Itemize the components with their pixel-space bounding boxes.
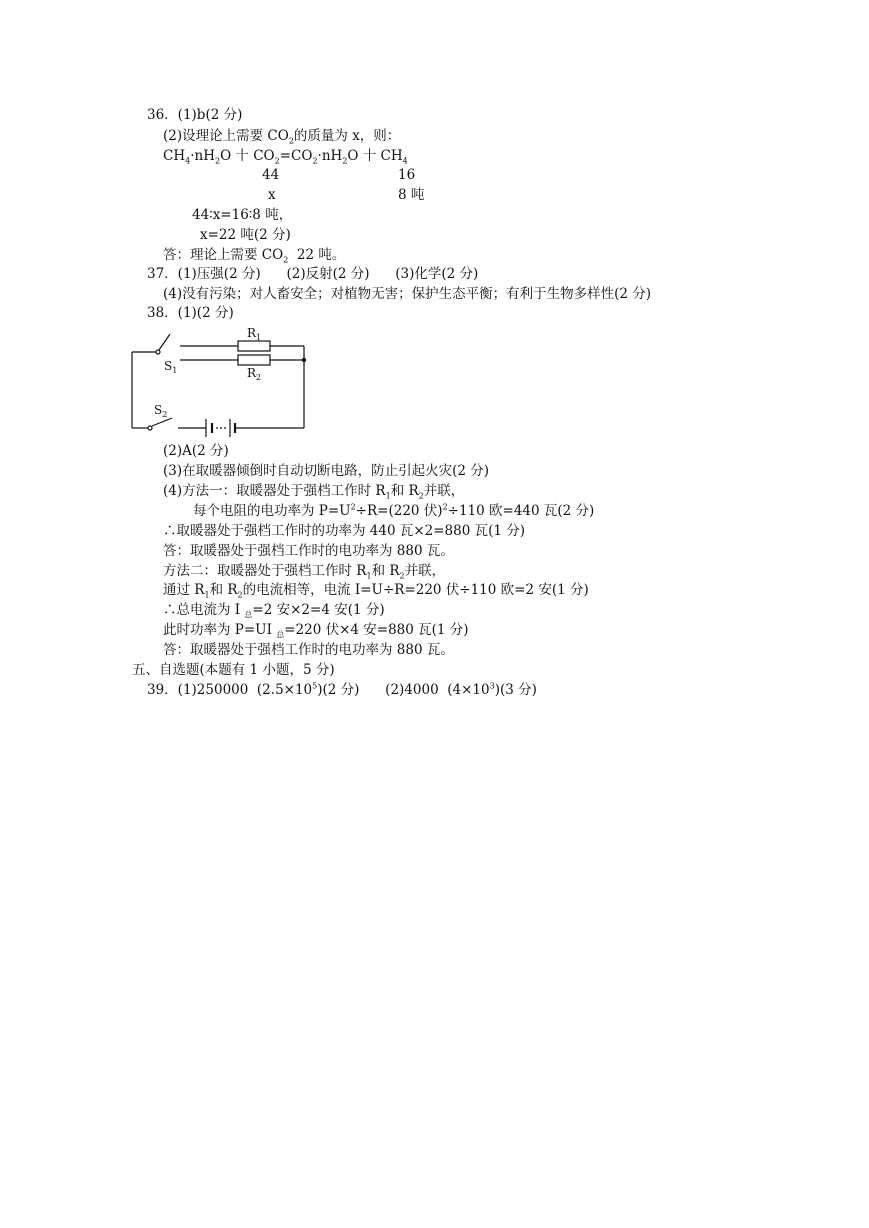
q38-part2: (2)A(2 分) bbox=[163, 443, 229, 459]
label-s2: $S_2$ bbox=[154, 403, 168, 419]
switch-s1-pivot bbox=[156, 350, 160, 354]
q38-part3: (3)在取暖器倾倒时自动切断电路，防止引起火灾(2 分) bbox=[163, 463, 490, 479]
q36-mass-8: 8 吨 bbox=[398, 187, 425, 203]
q38-part1: 38．(1)(2 分) bbox=[147, 305, 234, 321]
q36-part2-intro: (2)设理论上需要 $CO_2$的质量为 x，则： bbox=[163, 128, 401, 146]
q37-line2: (4)没有污染；对人畜安全；对植物无害；保护生态平衡；有利于生物多样性(2 分) bbox=[163, 286, 652, 302]
label-r2: $R_2$ bbox=[247, 366, 262, 382]
q36-mass-44: 44 bbox=[262, 167, 280, 183]
junction-dot bbox=[302, 358, 306, 362]
q38-method2-current: 通过 $R_1$和 $R_2$的电流相等，电流 I=U÷R=220 伏÷110 欧=2 安(1 分) bbox=[163, 582, 589, 600]
q38-method2-answer: 答：取暖器处于强档工作时的电功率为 880 瓦。 bbox=[163, 642, 454, 658]
q36-result: x=22 吨(2 分) bbox=[200, 227, 291, 243]
q38-method2-total-current: ∴总电流为 I $_总$=2 安×2=4 安(1 分) bbox=[163, 602, 385, 620]
q36-answer: 答：理论上需要 $CO_2$ 22 吨。 bbox=[163, 247, 346, 265]
label-s1: $S_1$ bbox=[164, 359, 178, 375]
q36-ratio: 44∶x=16∶8 吨， bbox=[192, 207, 293, 223]
switch-s2-pivot bbox=[148, 426, 152, 430]
switch-s1-blade bbox=[159, 334, 170, 350]
circuit-diagram bbox=[128, 322, 318, 442]
q36-mass-16: 16 bbox=[398, 167, 416, 183]
q38-method1-answer: 答：取暖器处于强档工作时的电功率为 880 瓦。 bbox=[163, 543, 454, 559]
label-r1: $R_1$ bbox=[247, 326, 262, 342]
resistor-r1 bbox=[238, 341, 270, 351]
q38-method1-intro: (4)方法一：取暖器处于强档工作时 $R_1$和 $R_2$并联， bbox=[163, 483, 465, 501]
resistor-r2 bbox=[238, 355, 270, 365]
q38-method1-total: ∴取暖器处于强档工作时的功率为 440 瓦×2=880 瓦(1 分) bbox=[163, 523, 526, 539]
q37-line1: 37．(1)压强(2 分) (2)反射(2 分) (3)化学(2 分) bbox=[147, 266, 479, 282]
switch-s2-blade bbox=[152, 418, 172, 426]
q39-answer: 39．(1)250000 $(2.5\times 10^5)(2$ 分) (2)4000 $(4\times 10^3)(3$ 分) bbox=[147, 681, 537, 698]
q36-unknown-x: x bbox=[268, 187, 276, 203]
q38-method2-power: 此时功率为 P=UI $_总$=220 伏×4 安=880 瓦(1 分) bbox=[163, 622, 469, 640]
q36-equation: $CH_4\cdot nH_2O$ 十 $CO_2=CO_2\cdot nH_2O$ 十 $CH_4$ bbox=[163, 148, 408, 166]
section5-title: 五、自选题(本题有 1 小题，5 分) bbox=[132, 662, 335, 678]
q38-method2-intro: 方法二：取暖器处于强档工作时 $R_1$和 $R_2$并联， bbox=[163, 563, 446, 581]
q38-method1-power: 每个电阻的电功率为 $P=U^2\div R=(220$ 伏)$^2$÷110 欧=440 瓦(2 分) bbox=[193, 502, 595, 519]
q36-part1: 36．(1)b(2 分) bbox=[147, 107, 243, 123]
